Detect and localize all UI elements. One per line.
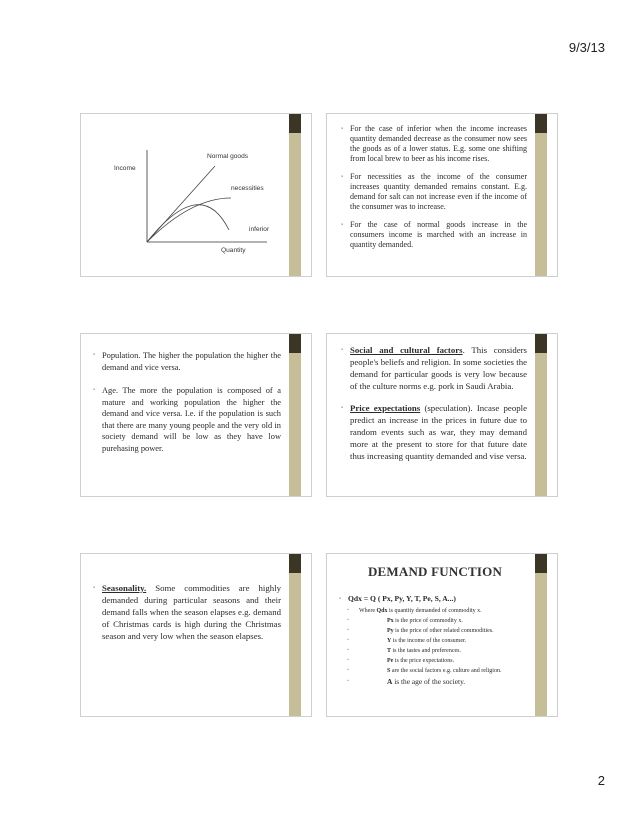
slide-demand-function xyxy=(326,553,558,717)
slide-income-effects xyxy=(326,113,558,277)
variable-y xyxy=(339,636,531,646)
var-name: T xyxy=(387,648,392,654)
slide-seasonality xyxy=(80,553,312,717)
where-line xyxy=(339,606,531,616)
slide-accent-bar xyxy=(289,554,301,716)
page-number: 2 xyxy=(597,773,605,788)
where-var: Qdx xyxy=(376,608,388,614)
normal-goods-curve xyxy=(147,166,215,242)
bullet-price-expectations xyxy=(341,402,527,462)
social-cultural-heading: Social and cultural factors xyxy=(350,345,463,355)
x-axis-label: Quantity xyxy=(221,247,246,254)
bullet-inferior-goods: ▪ For the case of inferior when the income increases quantity demanded decrease as the consumer now sees the goods as of a lower status. E.g. some one shifting from local brew to beer as his income rises. xyxy=(341,124,527,164)
bullet-social-cultural xyxy=(341,344,527,392)
price-expectations-text: (speculation). Incase people predict an increase in the prices in future due to random events such as war, they may demand more at the present to store for that future date thus increasing quantity demanded and vise versa. xyxy=(350,403,527,461)
var-desc: is the price of commodity x. xyxy=(393,618,463,624)
variable-px xyxy=(339,616,531,626)
variable-s xyxy=(339,666,531,676)
slide-population-age xyxy=(80,333,312,497)
slide-accent-bar xyxy=(535,334,547,496)
where-text: is quantity demanded of commodity x. xyxy=(387,608,482,614)
necessities-curve xyxy=(147,198,231,242)
demand-formula: ▪ Qdx = Q ( Px, Py, Y, T, Pe, S, A...) xyxy=(339,594,531,604)
var-name: S xyxy=(387,668,391,674)
var-name: Pe xyxy=(387,658,394,664)
variable-t xyxy=(339,646,531,656)
variable-a xyxy=(339,676,531,688)
social-cultural-text: . This considers people's beliefs and religion. In some societies the demand for particular goods is very low because of the culture norms e.g. pork in Saudi Arabia. xyxy=(350,345,527,391)
y-axis-label: Income xyxy=(114,165,136,172)
bullet-normal-goods: ▪ For the case of normal goods increase in the consumers income is marched with an increase in quantity demanded. xyxy=(341,220,527,250)
slide-accent-bar xyxy=(535,114,547,276)
var-desc: is the price of other related commodities. xyxy=(393,628,494,634)
slide-social-price-expectations xyxy=(326,333,558,497)
variable-py xyxy=(339,626,531,636)
var-desc: is the tastes and preferences. xyxy=(391,648,461,654)
seasonality-text: Some commodities are highly demanded during particular seasons and their demand falls when the season elapses e.g. demand of Christmas cards is high during the Christmas season and very low when the season elapses. xyxy=(102,583,281,641)
price-expectations-heading: Price expectations xyxy=(350,403,421,413)
var-name: Y xyxy=(387,638,392,644)
bullet-population: ▪ Population. The higher the population the higher the demand and vice versa. xyxy=(93,350,281,373)
var-name: Py xyxy=(387,628,394,634)
var-name: Px xyxy=(387,618,394,624)
slide-accent-bar xyxy=(535,554,547,716)
inferior-label: inferior xyxy=(249,226,270,233)
variable-pe xyxy=(339,656,531,666)
page-date: 9/3/13 xyxy=(568,40,605,55)
bullet-necessities: ▪ For necessities as the income of the consumer increases quantity demanded remains constant. E.g. demand for salt can not increase even if the income of the consumer was to increase. xyxy=(341,172,527,212)
var-name: A xyxy=(387,677,393,686)
var-desc: is the price expectations. xyxy=(393,658,455,664)
where-prefix: Where xyxy=(359,608,377,614)
normal-goods-label: Normal goods xyxy=(207,153,249,160)
slide-income-graph xyxy=(80,113,312,277)
necessities-label: necessities xyxy=(231,185,264,192)
seasonality-heading: Seasonality. xyxy=(102,583,147,593)
var-desc: are the social factors e.g. culture and religion. xyxy=(390,668,502,674)
bullet-age: ▪ Age. The more the population is composed of a mature and working population the higher the demand and vice versa. I.e. if the population is such that there are many young people and the very old in society demand will be low as they have low purehasing power. xyxy=(93,385,281,454)
slide-accent-bar xyxy=(289,334,301,496)
demand-function-title: DEMAND FUNCTION xyxy=(367,564,503,579)
var-desc: is the income of the consumer. xyxy=(391,638,467,644)
bullet-seasonality xyxy=(93,582,281,642)
income-quantity-graph xyxy=(81,114,312,277)
var-desc: is the age of the society. xyxy=(392,677,466,686)
